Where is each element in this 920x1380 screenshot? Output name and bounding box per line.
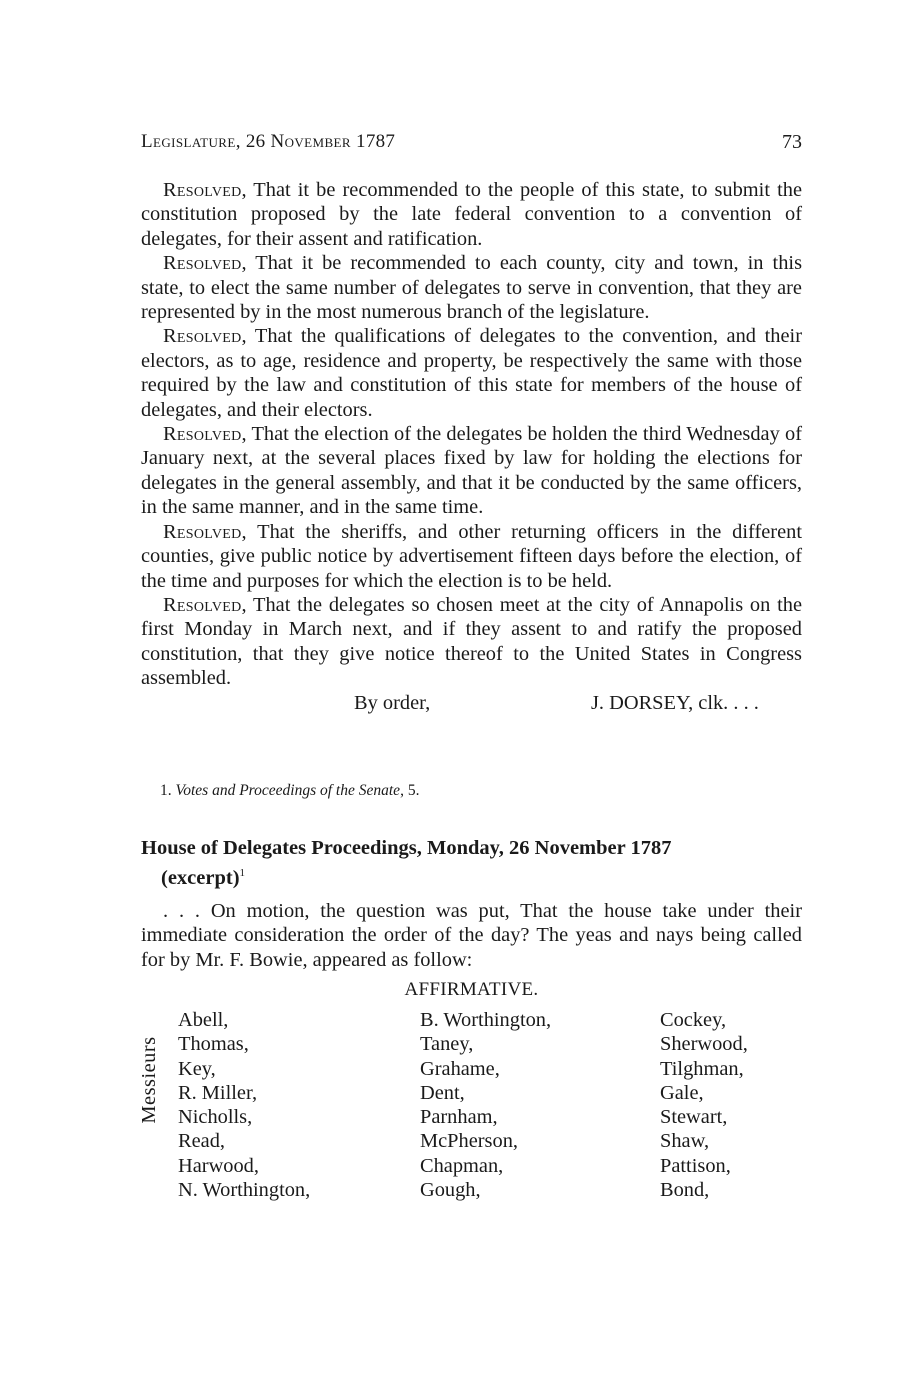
name-entry: Stewart, <box>660 1106 728 1129</box>
name-entry: Bond, <box>660 1179 710 1202</box>
name-entry: Thomas, <box>178 1033 249 1056</box>
intro-paragraph: . . . On motion, the question was put, That the house take under their immediate consideration the order of the day? The yeas and nays being called for by Mr. F. Bowie, appeared as follow: <box>141 900 802 971</box>
resolution-text: , That the qualifications of delegates to the convention, and their electors, as to age, residence and property, be respectively the same with those required by the law and constitution of this state for members of the house of delegates, and their electors. <box>141 325 802 421</box>
footnote-source: Votes and Proceedings of the Senate <box>175 782 401 799</box>
running-head <box>141 128 802 156</box>
signature-line <box>141 691 802 717</box>
name-entry: Pattison, <box>660 1154 731 1177</box>
name-entry: Read, <box>178 1130 225 1153</box>
resolution-lead: Resolved <box>163 179 242 201</box>
footnote-page: , 5. <box>400 782 420 799</box>
name-entry: R. Miller, <box>178 1081 258 1104</box>
name-entry: N. Worthington, <box>178 1179 311 1202</box>
name-entry: Cockey, <box>660 1009 727 1031</box>
names-column-2 <box>420 1008 551 1202</box>
resolution-lead: Resolved <box>163 520 242 543</box>
resolution-text: , That the election of the delegates be holden the third Wednesday of January next, at the several places fixed by law for holding the elections for delegates in the general assembly, and that it be conducted by the same officers, in the same manner, and in the same time. <box>141 423 802 519</box>
by-order: By order, <box>354 691 431 714</box>
name-entry: Grahame, <box>420 1057 500 1080</box>
resolution-lead: Resolved <box>163 423 242 446</box>
footnote-number: 1. <box>160 782 176 799</box>
section-footnote-marker: 1 <box>239 867 246 879</box>
name-entry: Parnham, <box>420 1106 498 1129</box>
resolution-paragraph <box>141 324 802 422</box>
resolution-text: , That it be recommended to the people of this state, to submit the constitution proposed by the late federal convention to a convention of delegates, for their assent and ratification. <box>141 179 802 250</box>
resolution-text: , That it be recommended to each county, city and town, in this state, to elect the same number of delegates to serve in convention, that they are represented by in the most numerous branch of the legislature. <box>141 252 802 324</box>
running-head-month: November <box>270 131 351 152</box>
running-head-day: , 26 <box>235 131 271 152</box>
names-column-3 <box>660 1008 748 1202</box>
running-head-year: 1787 <box>350 131 396 152</box>
messieurs-label: Messieurs <box>138 1036 160 1124</box>
resolution-paragraph <box>141 178 802 251</box>
resolution-paragraph <box>141 520 802 593</box>
resolution-text: , That the sheriffs, and other returning officers in the different counties, give public notice by advertisement fifteen days before the election, of the time and purposes for which the election is to be held. <box>141 520 802 592</box>
footnote <box>160 780 419 802</box>
name-entry: McPherson, <box>420 1130 518 1153</box>
name-entry: B. Worthington, <box>420 1009 552 1031</box>
page-number: 73 <box>782 131 802 153</box>
affirmative-label: AFFIRMATIVE. <box>404 979 539 1000</box>
name-entry: Key, <box>178 1057 216 1080</box>
name-entry: Taney, <box>420 1033 474 1056</box>
name-entry: Chapman, <box>420 1154 504 1177</box>
names-column-1 <box>178 1008 310 1202</box>
section-heading <box>141 836 802 891</box>
clerk-signature: J. DORSEY, clk. . . . <box>591 691 759 714</box>
resolution-text: , That the delegates so chosen meet at the city of Annapolis on the first Monday in March next, and if they assent to and ratify the proposed constitution, that they give notice thereof to the United States in Congress assembled. <box>141 593 802 690</box>
resolutions-body <box>141 178 802 717</box>
name-entry: Gough, <box>420 1179 481 1202</box>
running-head-title <box>141 128 395 156</box>
section-heading-line2 <box>141 861 802 891</box>
resolution-paragraph <box>141 251 802 324</box>
resolution-lead: Resolved <box>163 593 242 616</box>
section-heading-line1: House of Delegates Proceedings, Monday, 26 November 1787 <box>141 837 672 859</box>
section-heading-excerpt: (excerpt) <box>161 866 240 889</box>
name-entry: Gale, <box>660 1081 704 1104</box>
names-list <box>178 1008 798 1208</box>
name-entry: Nicholls, <box>178 1106 253 1129</box>
name-entry: Sherwood, <box>660 1033 748 1056</box>
resolution-lead: Resolved <box>163 325 242 348</box>
name-entry: Abell, <box>178 1009 229 1031</box>
name-entry: Dent, <box>420 1081 465 1104</box>
name-entry: Harwood, <box>178 1154 259 1177</box>
running-head-legislature: Legislature <box>141 131 236 152</box>
name-entry: Shaw, <box>660 1130 710 1153</box>
resolution-lead: Resolved <box>163 252 242 275</box>
resolution-paragraph <box>141 422 802 520</box>
name-entry: Tilghman, <box>660 1057 744 1080</box>
resolution-paragraph <box>141 593 802 691</box>
